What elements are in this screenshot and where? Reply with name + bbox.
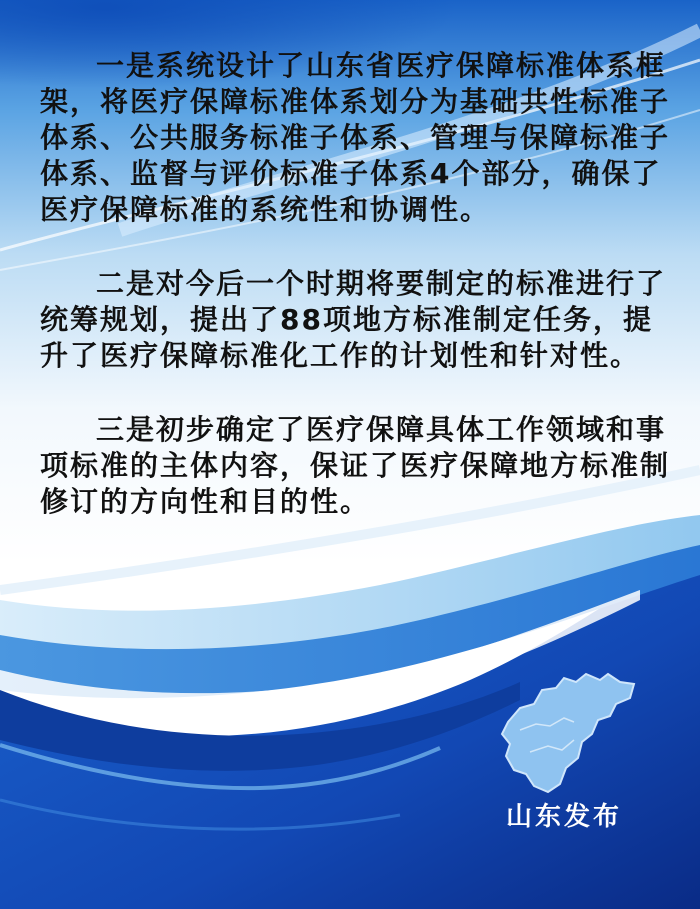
brand-label: 山东发布 [506,802,623,832]
paragraph-3: 三是初步确定了医疗保障具体工作领域和事项标准的主体内容，保证了医疗保障地方标准制修订的方向性和目的性。 [40,413,671,518]
paragraph-1: 一是系统设计了山东省医疗保障标准体系框架，将医疗保障标准体系划分为基础共性标准子体系、公共服务标准子体系、管理与保障标准子体系、监督与评价标准子体系4个部分，确保了医疗保障标准的系统性和协调性。 [40,49,671,226]
paragraph-2: 二是对今后一个时期将要制定的标准进行了统筹规划，提出了88项地方标准制定任务，提升了医疗保障标准化工作的计划性和针对性。 [40,267,667,372]
